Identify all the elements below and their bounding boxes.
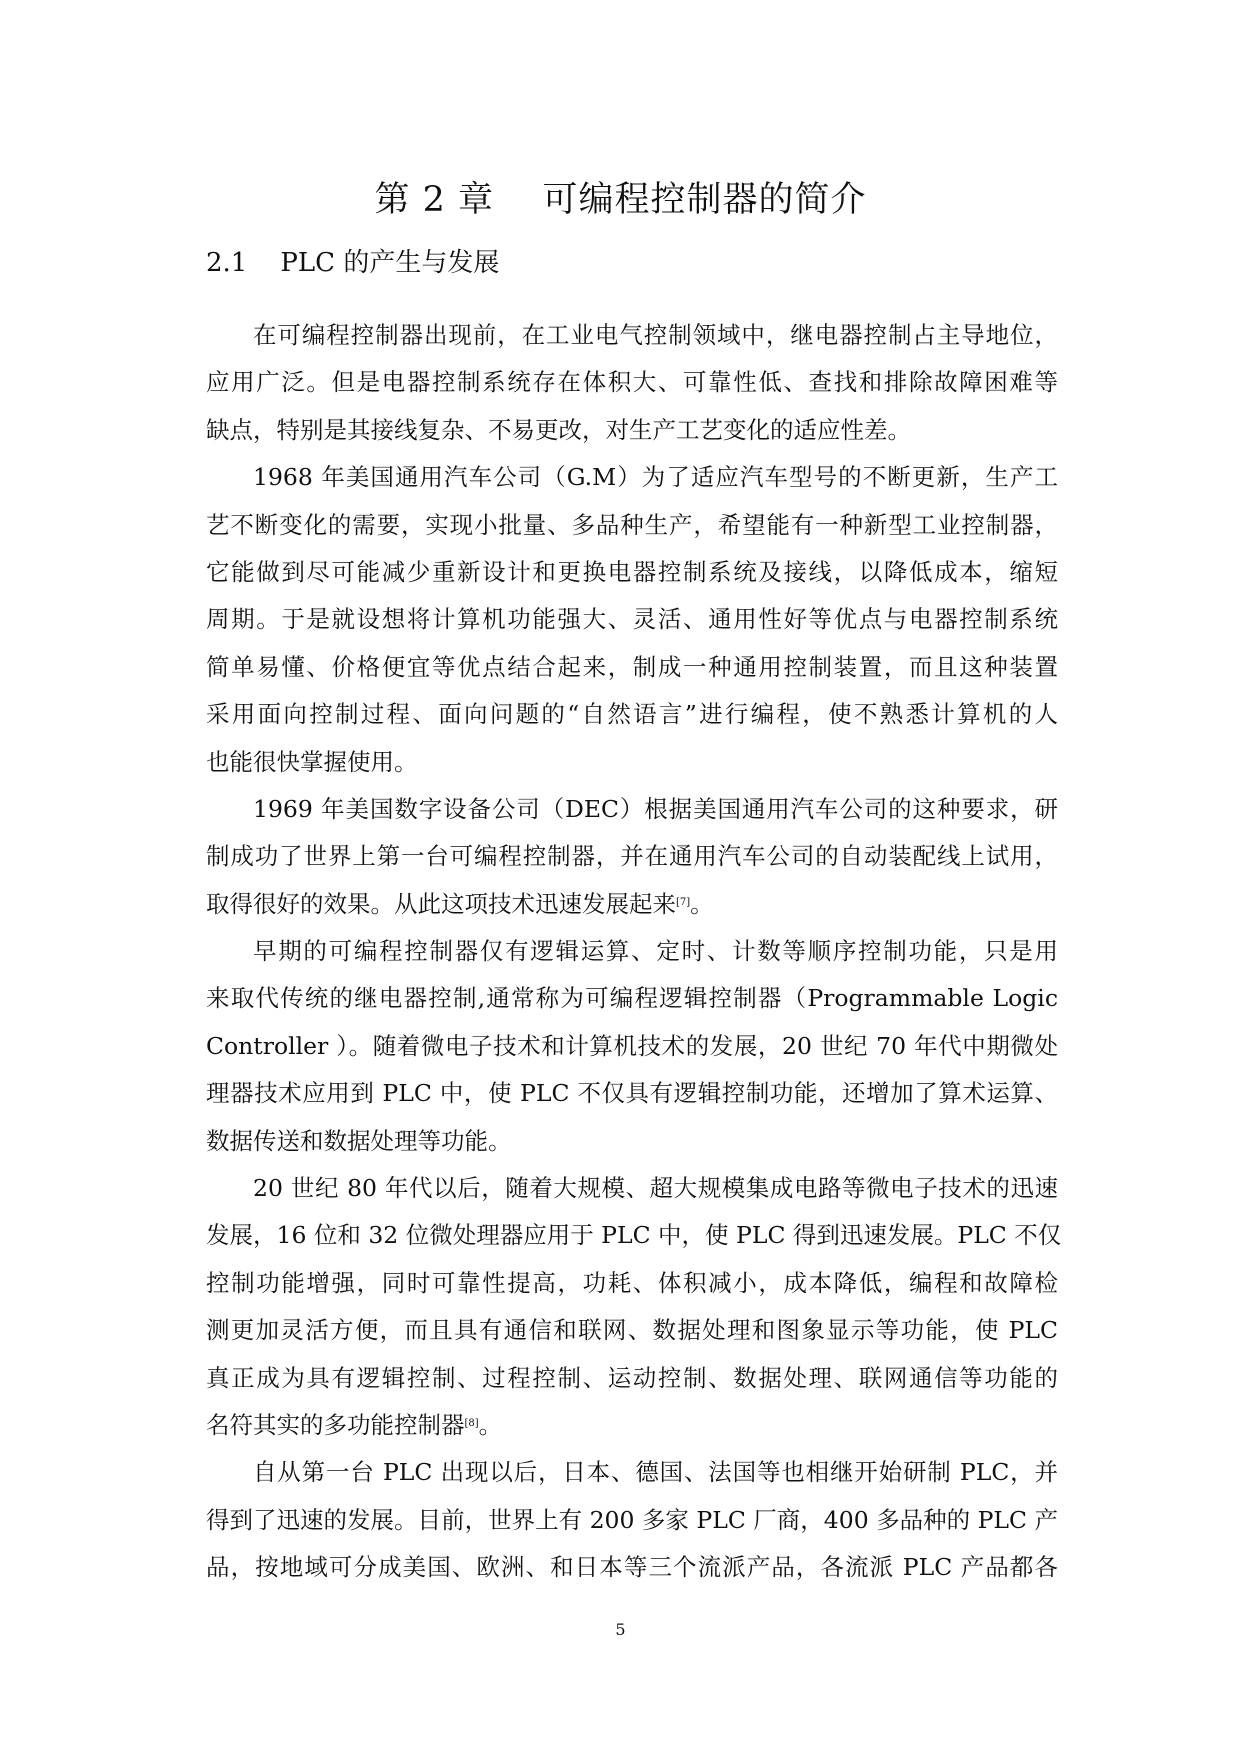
text-line: 早期的可编程控制器仅有逻辑运算、定时、计数等顺序控制功能，只是用 <box>253 937 1058 966</box>
text-line-tail: 。 <box>478 1410 503 1439</box>
paragraph <box>206 786 1058 928</box>
text-line: 制成功了世界上第一台可编程控制器，并在通用汽车公司的自动装配线上试用， <box>206 842 1058 871</box>
text-line: 采用面向控制过程、面向问题的“自然语言”进行编程，使不熟悉计算机的人 <box>206 700 1058 729</box>
text-line: 测更加灵活方便，而且具有通信和联网、数据处理和图象显示等功能，使 PLC <box>206 1316 1058 1345</box>
page-number: 5 <box>615 1620 626 1639</box>
text-line: 20 世纪 80 年代以后，随着大规模、超大规模集成电路等微电子技术的迅速 <box>253 1174 1058 1203</box>
text-line-tail: 。 <box>690 889 714 918</box>
text-line: 来取代传统的继电器控制,通常称为可编程逻辑控制器（Programmable Logic <box>206 984 1058 1013</box>
text-line-content: 名符其实的多功能控制器 <box>206 1410 465 1439</box>
paragraph <box>206 312 1058 454</box>
text-line: 发展，16 位和 32 位微处理器应用于 PLC 中，使 PLC 得到迅速发展。PLC 不仅 <box>206 1221 1062 1250</box>
text-line: 真正成为具有逻辑控制、过程控制、运动控制、数据处理、联网通信等功能的 <box>206 1363 1058 1392</box>
text-line: 应用广泛。但是电器控制系统存在体积大、可靠性低、查找和排除故障困难等 <box>206 368 1058 397</box>
citation-ref: [7] <box>676 896 691 908</box>
text-line: 在可编程控制器出现前，在工业电气控制领域中，继电器控制占主导地位， <box>253 321 1058 349</box>
paragraph <box>206 1449 1058 1591</box>
text-line <box>206 1402 1058 1449</box>
text-line: 数据传送和数据处理等功能。 <box>206 1126 512 1155</box>
section-title: 2.1 PLC 的产生与发展 <box>206 248 500 278</box>
paragraph <box>206 928 1058 1165</box>
paragraph <box>206 1165 1062 1449</box>
text-line: Controller ）。随着微电子技术和计算机技术的发展，20 世纪 70 年代中期微处 <box>206 1031 1058 1060</box>
text-line: 它能做到尽可能减少重新设计和更换电器控制系统及接线，以降低成本，缩短 <box>206 557 1058 586</box>
text-line-content: 取得很好的效果。从此这项技术迅速发展起来 <box>206 889 676 918</box>
body-text <box>206 312 1062 1592</box>
text-line: 品，按地域可分成美国、欧洲、和日本等三个流派产品，各流派 PLC 产品都各 <box>206 1553 1058 1582</box>
text-line: 自从第一台 PLC 出现以后，日本、德国、法国等也相继开始研制 PLC，并 <box>253 1458 1058 1487</box>
chapter-title: 第 2 章 可编程控制器的简介 <box>374 180 867 220</box>
text-line: 周期。于是就设想将计算机功能强大、灵活、通用性好等优点与电器控制系统 <box>206 605 1058 634</box>
text-line: 1968 年美国通用汽车公司（G.M）为了适应汽车型号的不断更新，生产工 <box>253 463 1058 492</box>
text-line: 控制功能增强，同时可靠性提高，功耗、体积减小，成本降低，编程和故障检 <box>206 1268 1058 1297</box>
text-line: 简单易懂、价格便宜等优点结合起来，制成一种通用控制装置，而且这种装置 <box>206 652 1058 681</box>
text-line: 得到了迅速的发展。目前，世界上有 200 多家 PLC 厂商，400 多品种的 PLC 产 <box>206 1505 1058 1534</box>
paragraph <box>206 454 1058 786</box>
text-line: 也能很快掌握使用。 <box>206 747 418 776</box>
text-line: 艺不断变化的需要，实现小批量、多品种生产，希望能有一种新型工业控制器， <box>206 510 1058 539</box>
text-line <box>206 881 1058 928</box>
citation-ref: [8] <box>464 1417 479 1429</box>
text-line: 1969 年美国数字设备公司（DEC）根据美国通用汽车公司的这种要求，研 <box>253 794 1058 823</box>
text-line: 理器技术应用到 PLC 中，使 PLC 不仅具有逻辑控制功能，还增加了算术运算、 <box>206 1079 1058 1108</box>
text-line: 缺点，特别是其接线复杂、不易更改，对生产工艺变化的适应性差。 <box>206 415 911 444</box>
